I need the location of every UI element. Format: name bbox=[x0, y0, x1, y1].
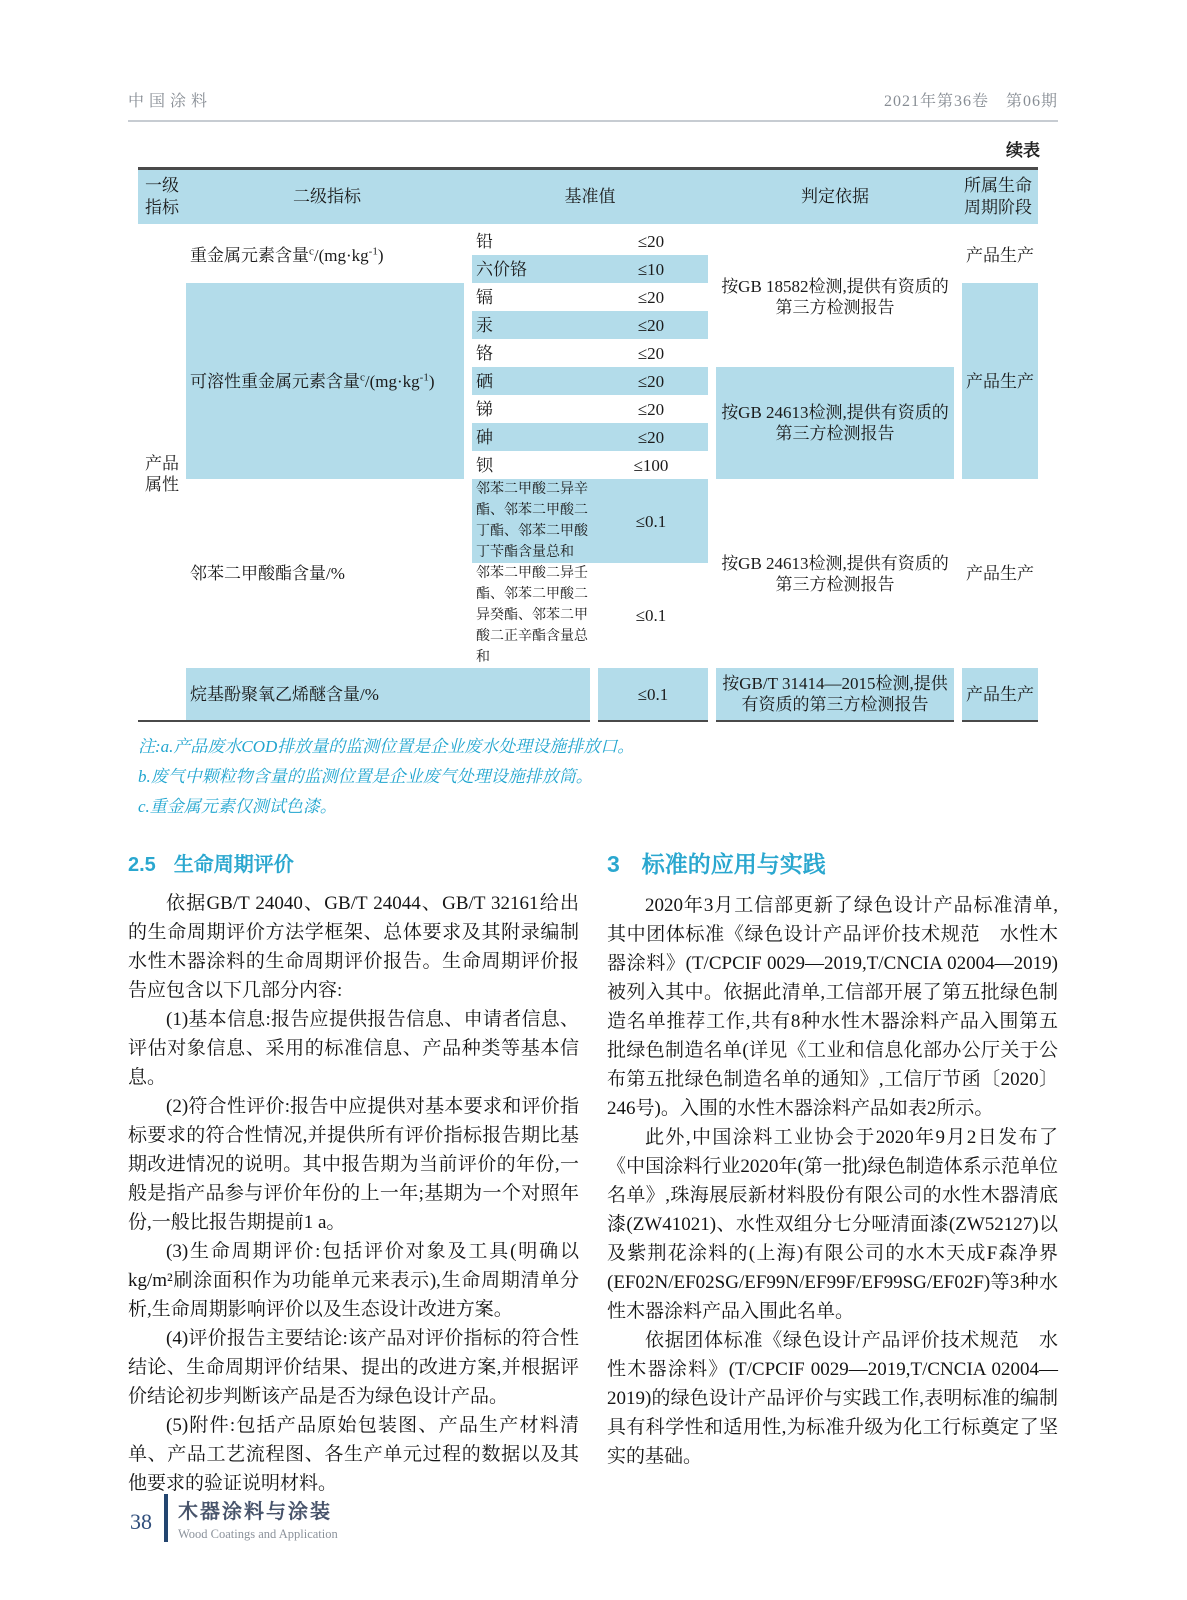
table-row bbox=[138, 226, 1038, 256]
col-header-lifecycle: 所属生命周期阶段 bbox=[958, 169, 1038, 226]
paragraph: (1)基本信息:报告应提供报告信息、申请者信息、评估对象信息、采用的标准信息、产品种类等基本信息。 bbox=[128, 1009, 579, 1088]
page-header bbox=[128, 88, 1058, 122]
journal-name: 中国涂料 bbox=[128, 93, 213, 110]
item-cell: 锑 bbox=[468, 395, 594, 423]
value-cell: ≤20 bbox=[594, 226, 712, 256]
value-cell: ≤0.1 bbox=[594, 563, 712, 668]
indicator-label: 邻苯二甲酸酯含量/% bbox=[190, 564, 345, 583]
note-line-b: b.废气中颗粒物含量的监测位置是企业废气处理设施排放筒。 bbox=[138, 767, 593, 786]
note-line-a: 注:a.产品废水COD排放量的监测位置是企业废水处理设施排放口。 bbox=[138, 737, 635, 756]
table-header-row bbox=[138, 169, 1038, 226]
indicator-unit-superscript: -1 bbox=[419, 370, 429, 383]
lifecycle-cell: 产品生产 bbox=[958, 479, 1038, 668]
value-cell: ≤20 bbox=[594, 339, 712, 367]
paragraph: 此外,中国涂料工业协会于2020年9月2日发布了《中国涂料行业2020年(第一批)绿色制造体系示范单位名单》,珠海展辰新材料股份有限公司的水性木器清底漆(ZW41021)、水性双组分七分哑清面漆(ZW52127)以及紫荆花涂料的(上海)有限公司的水木天成F森净界(EF02N/EF02SG/EF99N/EF99F/EF99SG/EF02F)等3种水性木器涂料产品入围此名单。 bbox=[607, 1127, 1058, 1322]
judgment-cell: 按GB 18582检测,提供有资质的第三方检测报告 bbox=[712, 226, 958, 368]
journal-page bbox=[128, 88, 1058, 1498]
item-cell: 汞 bbox=[468, 311, 594, 339]
item-cell: 砷 bbox=[468, 423, 594, 451]
value-cell: ≤20 bbox=[594, 423, 712, 451]
indicator-superscript: c bbox=[360, 370, 365, 383]
col-header-baseline: 基准值 bbox=[468, 169, 712, 226]
item-cell: 钡 bbox=[468, 451, 594, 479]
issue-info: 2021年第36卷 第06期 bbox=[883, 93, 1058, 110]
paragraph: (5)附件:包括产品原始包装图、产品生产材料清单、产品工艺流程图、各生产单元过程的数据以及其他要求的验证说明材料。 bbox=[128, 1415, 579, 1494]
heading-title: 标准的应用与实践 bbox=[641, 851, 826, 877]
paragraph: 依据GB/T 24040、GB/T 24044、GB/T 32161给出的生命周期评价方法学框架、总体要求及其附录编制水性木器涂料的生命周期评价报告。生命周期评价报告应包含以下几部分内容: bbox=[128, 893, 579, 1001]
body-columns bbox=[128, 846, 1058, 1498]
value-cell: ≤10 bbox=[594, 255, 712, 283]
item-cell: 邻苯二甲酸二异壬酯、邻苯二甲酸二异癸酯、邻苯二甲酸二正辛酯含量总和 bbox=[468, 563, 594, 668]
paragraph: 2020年3月工信部更新了绿色设计产品标准清单,其中团体标准《绿色设计产品评价技术规范 水性木器涂料》(T/CPCIF 0029—2019,T/CNCIA 02004—2019)被列入其中。依据此清单,工信部开展了第五批绿色制造名单推荐工作,共有8种水性木器涂料产品入围第五批绿色制造名单(详见《工业和信息化部办公厅关于公布第五批绿色制造名单的通知》,工信厅节函〔2020〕246号)。入围的水性木器涂料产品如表2所示。 bbox=[607, 895, 1058, 1119]
judgment-cell: 按GB 24613检测,提供有资质的第三方检测报告 bbox=[712, 479, 958, 668]
heading-number: 2.5 bbox=[128, 854, 156, 876]
indicator-unit-superscript: -1 bbox=[368, 244, 378, 257]
footer-title: 木器涂料与涂装 bbox=[178, 1500, 332, 1523]
indicator-unit-close: ) bbox=[428, 371, 435, 391]
paragraph: 依据团体标准《绿色设计产品评价技术规范 水性木器涂料》(T/CPCIF 0029—2019,T/CNCIA 02004—2019)的绿色设计产品评价与实践工作,表明标准的编制具有科学性和适用性,为标准升级为化工行标奠定了坚实的基础。 bbox=[607, 1330, 1058, 1467]
indicator-superscript: c bbox=[309, 244, 314, 257]
item-cell: 镉 bbox=[468, 283, 594, 311]
lifecycle-cell: 产品生产 bbox=[958, 283, 1038, 479]
item-cell: 邻苯二甲酸二异辛酯、邻苯二甲酸二丁酯、邻苯二甲酸丁苄酯含量总和 bbox=[468, 479, 594, 563]
value-cell: ≤20 bbox=[594, 367, 712, 395]
spec-table bbox=[138, 167, 1038, 722]
indicator-soluble-heavy-metals bbox=[186, 283, 468, 479]
page-footer bbox=[130, 1494, 338, 1542]
section-left bbox=[128, 846, 579, 1498]
lifecycle-cell: 产品生产 bbox=[958, 226, 1038, 284]
indicator-label: 重金属元素含量 bbox=[190, 245, 309, 265]
indicator-phthalates bbox=[186, 479, 468, 668]
indicator-heavy-metals bbox=[186, 226, 468, 284]
footer-divider bbox=[164, 1494, 168, 1542]
indicator-apeo bbox=[186, 668, 594, 721]
indicator-unit: /(mg·kg bbox=[313, 245, 369, 265]
page-number: 38 bbox=[130, 1509, 152, 1534]
indicator-label: 可溶性重金属元素含量 bbox=[190, 371, 360, 391]
item-cell: 铅 bbox=[468, 226, 594, 256]
table-row bbox=[138, 668, 1038, 721]
value-cell: ≤20 bbox=[594, 395, 712, 423]
col-header-level1: 一级指标 bbox=[138, 169, 186, 226]
lifecycle-cell: 产品生产 bbox=[958, 668, 1038, 721]
col-header-judgment: 判定依据 bbox=[712, 169, 958, 226]
note-line-c: c.重金属元素仅测试色漆。 bbox=[138, 797, 337, 816]
paragraph: (2)符合性评价:报告中应提供对基本要求和评价指标要求的符合性情况,并提供所有评价指标报告期比基期改进情况的说明。其中报告期为当前评价的年份,一般是指产品参与评价年份的上一年;基期为一个对照年份,一般比报告期提前1 a。 bbox=[128, 1096, 579, 1233]
footer-subtitle: Wood Coatings and Application bbox=[178, 1526, 338, 1541]
section-right bbox=[607, 846, 1058, 1498]
item-cell: 六价铬 bbox=[468, 255, 594, 283]
level1-cell: 产品属性 bbox=[138, 226, 186, 722]
col-header-level2: 二级指标 bbox=[186, 169, 468, 226]
value-cell: ≤20 bbox=[594, 311, 712, 339]
item-cell: 铬 bbox=[468, 339, 594, 367]
value-cell: ≤0.1 bbox=[594, 668, 712, 721]
heading-title: 生命周期评价 bbox=[173, 854, 294, 876]
section-heading-lifecycle bbox=[128, 846, 579, 889]
item-cell: 硒 bbox=[468, 367, 594, 395]
table-notes bbox=[138, 732, 1018, 822]
footer-column-info bbox=[178, 1495, 338, 1542]
table-continued-label: 续表 bbox=[1006, 141, 1040, 160]
judgment-cell: 按GB/T 31414—2015检测,提供有资质的第三方检测报告 bbox=[712, 668, 958, 721]
section-heading-application bbox=[607, 846, 1058, 891]
paragraph: (3)生命周期评价:包括评价对象及工具(明确以kg/m²刷涂面积作为功能单元来表示),生命周期清单分析,生命周期影响评价以及生态设计改进方案。 bbox=[128, 1241, 579, 1320]
indicator-label: 烷基酚聚氧乙烯醚含量/% bbox=[190, 684, 379, 704]
heading-number: 3 bbox=[607, 851, 620, 877]
judgment-cell: 按GB 24613检测,提供有资质的第三方检测报告 bbox=[712, 367, 958, 479]
indicator-unit: /(mg·kg bbox=[364, 371, 420, 391]
value-cell: ≤100 bbox=[594, 451, 712, 479]
table-row bbox=[138, 479, 1038, 563]
paragraph: (4)评价报告主要结论:该产品对评价指标的符合性结论、生命周期评价结果、提出的改进方案,并根据评价结论初步判断该产品是否为绿色设计产品。 bbox=[128, 1328, 579, 1407]
value-cell: ≤0.1 bbox=[594, 479, 712, 563]
indicator-unit-close: ) bbox=[377, 245, 384, 265]
value-cell: ≤20 bbox=[594, 283, 712, 311]
